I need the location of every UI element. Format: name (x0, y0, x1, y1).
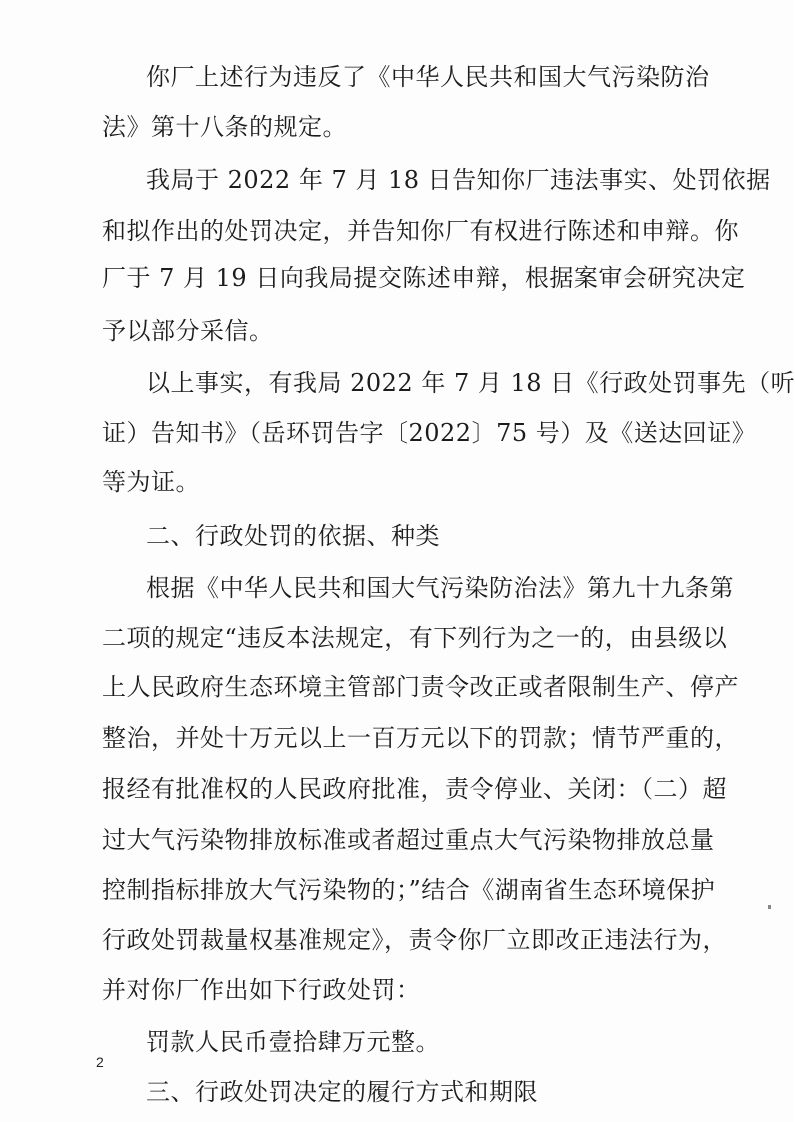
text-line-6: 予以部分采信。 (102, 317, 274, 345)
text-line-13: 上人民政府生态环境主管部门责令改正或者限制生产、停产 (102, 673, 739, 701)
text-line-16: 过大气污染物排放标准或者超过重点大气污染物排放总量 (102, 826, 715, 854)
text-line-20: 罚款人民币壹拾肆万元整。 (146, 1028, 440, 1056)
text-line-1: 你厂上述行为违反了《中华人民共和国大气污染防治 (146, 63, 710, 91)
text-line-12: 二项的规定“违反本法规定，有下列行为之一的，由县级以 (102, 624, 728, 652)
section-heading-3: 三、行政处罚决定的履行方式和期限 (146, 1078, 538, 1106)
page-number: 2 (96, 1054, 104, 1070)
text-line-18: 行政处罚裁量权基准规定》，责令你厂立即改正违法行为， (102, 926, 727, 954)
text-line-7: 以上事实，有我局 2022 年 7 月 18 日《行政处罚事先（听 (146, 369, 795, 397)
text-line-2: 法》第十八条的规定。 (102, 113, 347, 141)
text-line-3: 我局于 2022 年 7 月 18 日告知你厂违法事实、处罚依据 (146, 166, 771, 194)
text-line-17: 控制指标排放大气污染物的；”结合《湖南省生态环境保护 (102, 876, 716, 904)
text-line-11: 根据《中华人民共和国大气污染防治法》第九十九条第 (146, 574, 734, 602)
text-line-9: 等为证。 (102, 468, 200, 496)
text-line-4: 和拟作出的处罚决定，并告知你厂有权进行陈述和申辩。你 (102, 217, 739, 245)
text-line-15: 报经有批准权的人民政府批准，责令停业、关闭：（二）超 (102, 775, 727, 803)
text-line-8: 证）告知书》（岳环罚告字〔2022〕75 号）及《送达回证》 (102, 419, 757, 447)
scan-speck (768, 905, 771, 909)
text-line-5: 厂于 7 月 19 日向我局提交陈述申辩，根据案审会研究决定 (102, 264, 746, 292)
section-heading-2: 二、行政处罚的依据、种类 (146, 522, 440, 550)
text-line-19: 并对你厂作出如下行政处罚： (102, 976, 421, 1004)
text-line-14: 整治，并处十万元以上一百万元以下的罚款；情节严重的， (102, 724, 739, 752)
